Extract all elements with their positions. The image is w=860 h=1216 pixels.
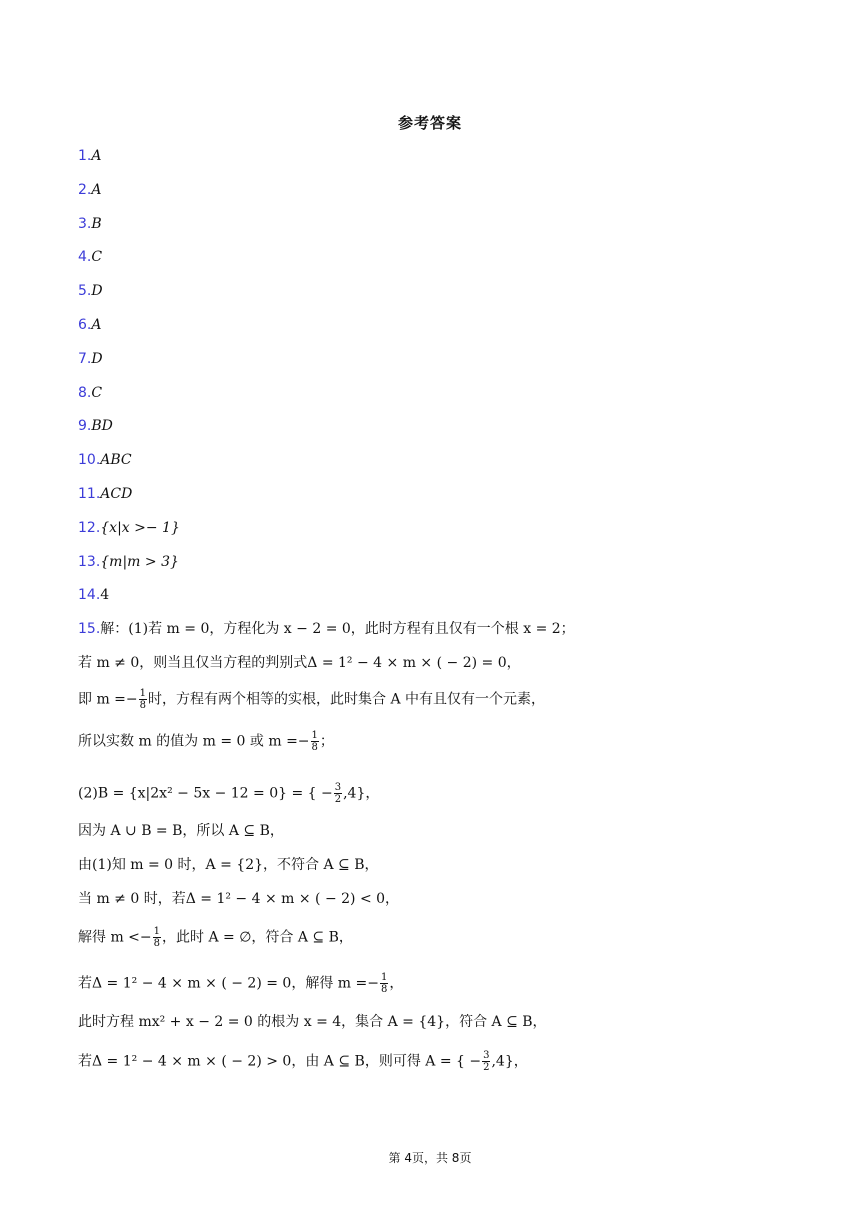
- answer-number: 14.: [78, 587, 101, 603]
- answer-item: [78, 180, 101, 200]
- answer-item: [78, 518, 180, 538]
- solution-line: 若 m ≠ 0，则当且仅当方程的判别式Δ = 1² − 4 × m × ( − 2) = 0，: [78, 655, 521, 671]
- solution-text: 即 m =−: [78, 691, 138, 708]
- page-title: 参考答案: [397, 114, 462, 132]
- answer-value: A: [91, 148, 102, 164]
- fraction-numerator: 1: [139, 688, 147, 699]
- answer-value: C: [91, 385, 103, 401]
- solution-line: [78, 1050, 528, 1073]
- answer-item: [78, 315, 101, 335]
- solution-text: 若Δ = 1² − 4 × m × ( − 2) = 0，解得 m =−: [78, 975, 379, 992]
- answer-value: D: [91, 283, 103, 299]
- fraction-denominator: 8: [153, 938, 161, 949]
- answer-item: [78, 450, 132, 470]
- fraction-denominator: 8: [380, 984, 388, 995]
- solution-text: ，此时 A = ∅，符合 A ⊆ B，: [162, 929, 353, 946]
- answer-number: 15.: [78, 621, 101, 637]
- fraction: [380, 972, 388, 995]
- fraction-numerator: 3: [334, 782, 342, 793]
- answer-item: [78, 416, 113, 436]
- answer-value: ACD: [100, 486, 133, 502]
- answer-value: B: [91, 216, 102, 232]
- solution-text: ,4}，: [491, 1053, 528, 1070]
- answer-item: [78, 281, 103, 301]
- solution-text: 所以实数 m 的值为 m = 0 或 m =−: [78, 733, 310, 750]
- answer-number: 8.: [78, 385, 92, 401]
- answer-number: 10.: [78, 452, 101, 468]
- solution-text: ,4}，: [343, 785, 380, 802]
- fraction: [334, 782, 342, 805]
- answer-item: [78, 484, 132, 504]
- fraction-denominator: 8: [311, 742, 318, 753]
- fraction: [482, 1050, 490, 1073]
- answer-item: [78, 552, 179, 572]
- solution-line: [78, 730, 334, 753]
- solution-line: 当 m ≠ 0 时，若Δ = 1² − 4 × m × ( − 2) < 0，: [78, 891, 400, 907]
- answer-value: A: [91, 317, 102, 333]
- fraction-denominator: 2: [334, 794, 342, 805]
- solution-line: [78, 972, 403, 995]
- answer-number: 1.: [78, 148, 92, 164]
- solution-line: [78, 688, 545, 711]
- answer-value: BD: [91, 418, 113, 434]
- fraction-denominator: 8: [139, 700, 147, 711]
- answer-item: [78, 214, 102, 234]
- answer-number: 6.: [78, 317, 92, 333]
- fraction: [153, 926, 161, 949]
- answer-value: 4: [100, 587, 110, 603]
- fraction-numerator: 1: [380, 972, 388, 983]
- answer-item: [78, 146, 101, 166]
- solution-line: [78, 926, 353, 949]
- solution-text: 若Δ = 1² − 4 × m × ( − 2) > 0，由 A ⊆ B，则可得 A = { −: [78, 1053, 482, 1070]
- answer-value: {x|x >− 1}: [100, 520, 180, 536]
- page-footer: 第 4页，共 8页: [388, 1151, 472, 1165]
- solution-text: ，: [389, 975, 404, 992]
- answer-item: [78, 349, 103, 369]
- fraction-numerator: 1: [311, 730, 318, 741]
- answer-number: 11.: [78, 486, 101, 502]
- answer-value: ABC: [100, 452, 132, 468]
- answer-value: C: [91, 249, 103, 265]
- answer-number: 3.: [78, 216, 92, 232]
- solution-text: 解得 m <−: [78, 929, 152, 946]
- fraction-denominator: 2: [483, 1062, 490, 1073]
- answer-number: 9.: [78, 418, 92, 434]
- answer-item: [78, 247, 102, 267]
- solution-line: [78, 782, 379, 805]
- solution-line: [78, 618, 575, 640]
- answer-number: 7.: [78, 351, 92, 367]
- fraction: [139, 688, 147, 711]
- solution-text: ；: [319, 733, 334, 750]
- answer-item: [78, 383, 102, 403]
- solution-line: 此时方程 mx² + x − 2 = 0 的根为 x = 4，集合 A = {4}，符合 A ⊆ B，: [78, 1014, 547, 1030]
- answer-value: A: [91, 182, 102, 198]
- solution-text: 时，方程有两个相等的实根，此时集合 A 中有且仅有一个元素，: [148, 691, 546, 708]
- answer-number: 5.: [78, 283, 92, 299]
- fraction-numerator: 1: [153, 926, 161, 937]
- answer-number: 2.: [78, 182, 92, 198]
- solution-line: 因为 A ∪ B = B，所以 A ⊆ B，: [78, 823, 284, 839]
- solution-text: (2)B = {x|2x² − 5x − 12 = 0} = { −: [78, 785, 333, 802]
- answer-number: 4.: [78, 249, 92, 265]
- answer-number: 12.: [78, 520, 101, 536]
- fraction-numerator: 3: [483, 1050, 490, 1061]
- solution-text: 解：(1)若 m = 0，方程化为 x − 2 = 0，此时方程有且仅有一个根 x = 2；: [100, 621, 575, 637]
- answer-value: {m|m > 3}: [100, 554, 179, 570]
- answer-value: D: [91, 351, 103, 367]
- fraction: [311, 730, 319, 753]
- solution-line: 由(1)知 m = 0 时，A = {2}，不符合 A ⊆ B，: [78, 857, 379, 873]
- answer-number: 13.: [78, 554, 101, 570]
- answer-item: [78, 585, 109, 605]
